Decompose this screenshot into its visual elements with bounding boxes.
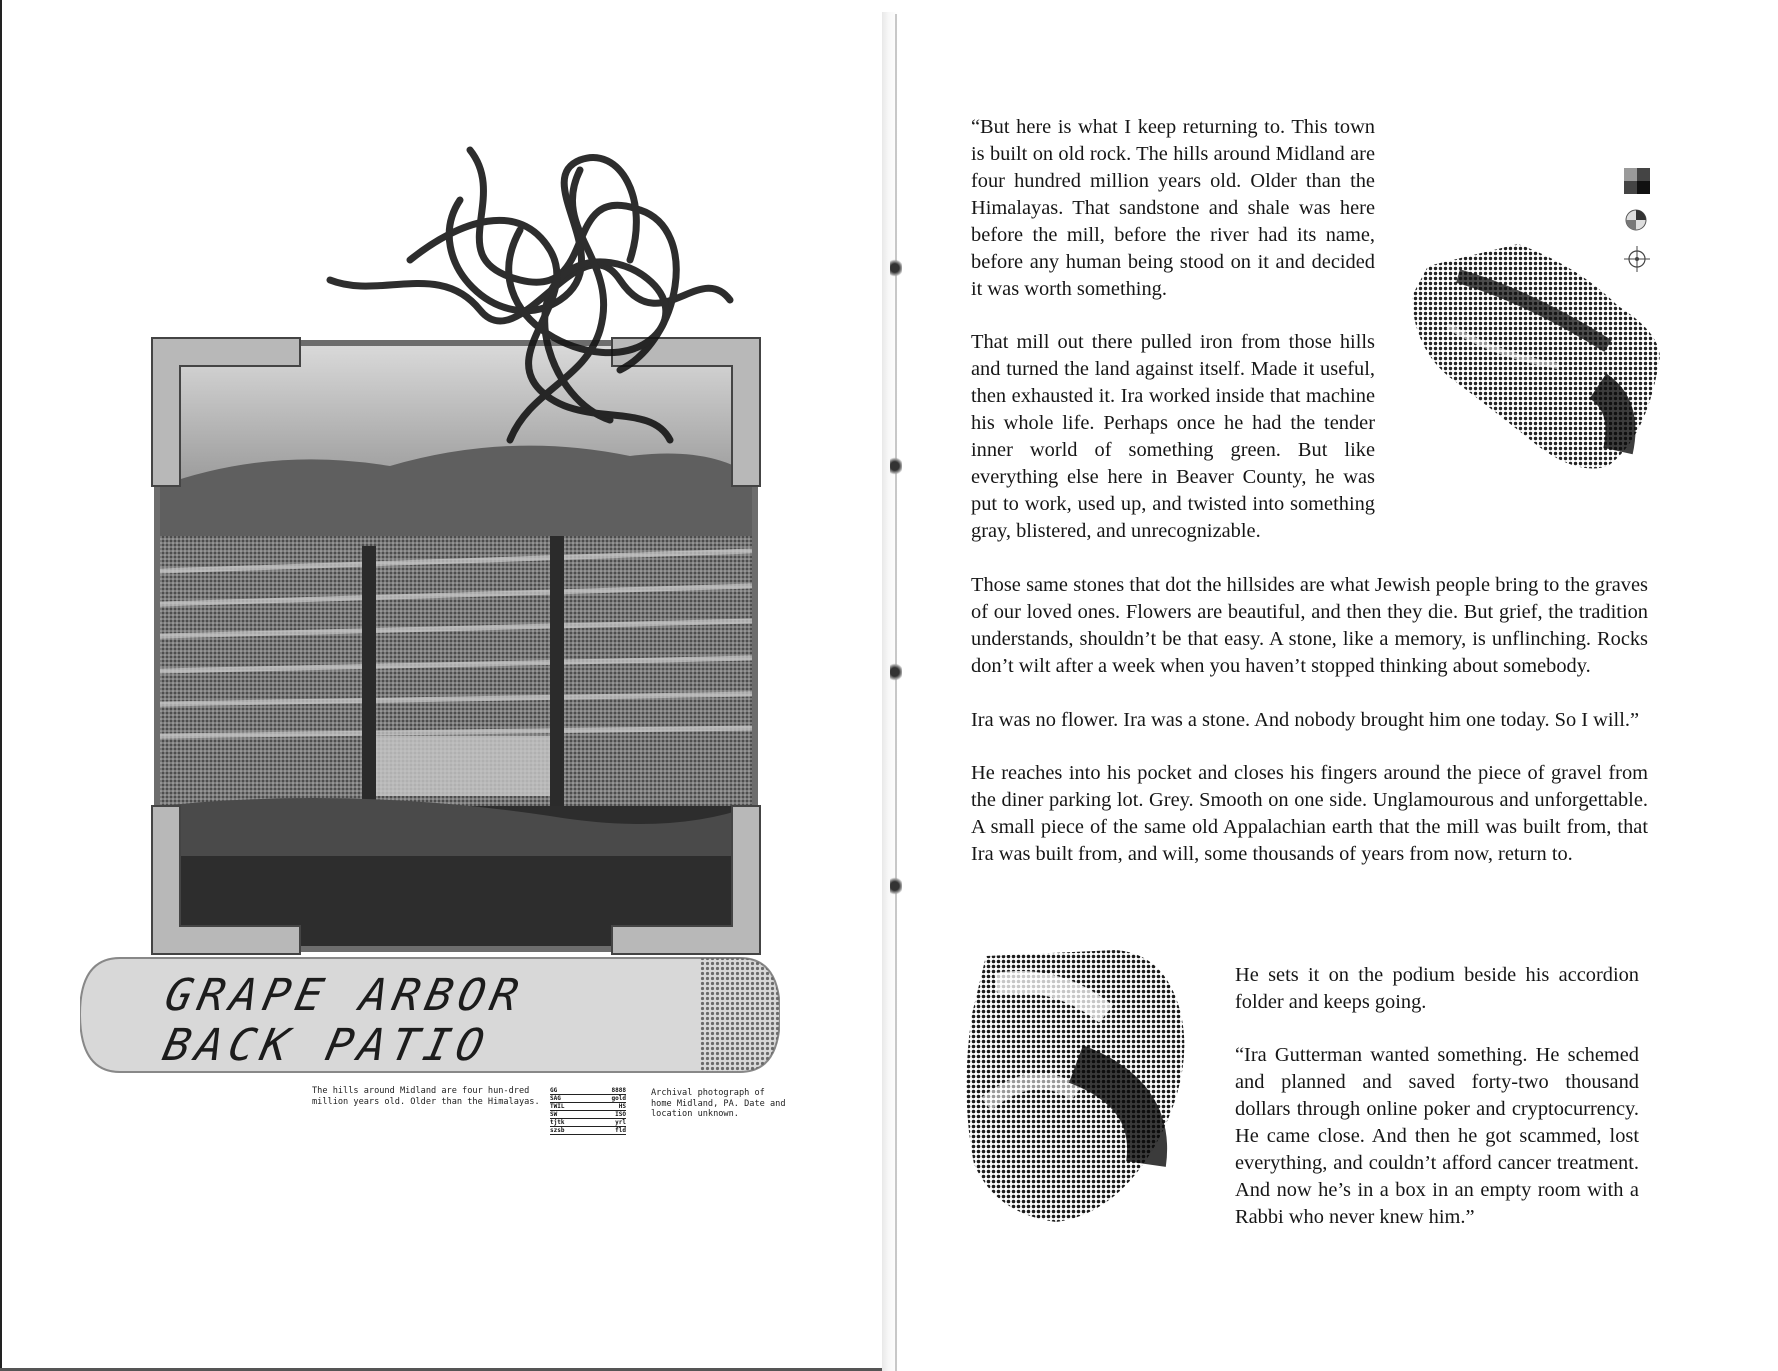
paragraph-3: Those same stones that dot the hillsides are what Jewish people bring to the graves of our loved ones. Flowers are beautiful, and then they die. But grief, the tradition understands, shouldn’t be that easy. A stone, like a memory, is unflinching. Rocks don’t wilt after a week when you haven’t stopped thinking about somebody. — [971, 574, 1648, 677]
caption-legend — [550, 1087, 626, 1135]
legend-row: tjtk yrl — [550, 1118, 626, 1126]
paragraph-2: That mill out there pulled iron from those hills and turned the land against itself. Made it useful, then exhausted it. Ira worked inside that machine his whole life. Perhaps once he had the tender inner world of something green. But like everything else here in Beaver County, he was put to work, used up, and twisted into something gray, blistered, and unrecognizable. — [971, 331, 1375, 542]
paragraph-5: He reaches into his pocket and closes his fingers around the piece of gravel from the diner parking lot. Grey. Smooth on one side. Unglamourous and unforgettable. A small piece of the same old Appalachian earth that the mill was built from, that Ira was built from, and will, some thousands of years from now, return to. — [971, 762, 1648, 865]
binding-hole — [890, 876, 902, 896]
legend-row: szsb fld — [550, 1126, 626, 1134]
ink-scribble — [320, 140, 740, 460]
paragraph-7: “Ira Gutterman wanted something. He schemed and planned and saved forty-two thousand dollars through online poker and cryptocurrency. He came close. And then he got scammed, lost everything, and couldn’t afford cancer treatment. And now he’s in a box in an empty room with a Rabbi who never knew him.” — [1235, 1044, 1639, 1228]
pie-mark-icon — [1624, 208, 1648, 232]
binding-hole — [890, 258, 902, 278]
legend-row: SAG gold — [550, 1094, 626, 1102]
paragraph-4: Ira was no flower. Ira was a stone. And nobody brought him one today. So I will.” — [971, 709, 1640, 731]
gutter-fold — [895, 14, 897, 1371]
legend-row: GG 8888 — [550, 1086, 626, 1094]
legend-row: TWIL HS — [550, 1102, 626, 1110]
registration-marks — [1624, 168, 1652, 286]
paragraph-1: “But here is what I keep returning to. This town is built on old rock. The hills around Midland are four hundred million years old. Older than the Himalayas. That sandstone and shale was here before the mill, before the river had its name, before any human being stood on it and decided it was worth something. — [971, 116, 1375, 300]
binding-hole — [890, 456, 902, 476]
legend-row: SW ISO — [550, 1110, 626, 1118]
paragraph-6: He sets it on the podium beside his accordion folder and keeps going. — [1235, 964, 1639, 1013]
crosshair-icon — [1624, 246, 1650, 272]
rock-illustration-bottom — [956, 944, 1196, 1226]
handwriting-line-2: BACK PATIO — [158, 1020, 495, 1071]
handwriting-line-1: GRAPE ARBOR — [160, 970, 529, 1021]
binding-hole — [890, 662, 902, 682]
color-block-icon — [1624, 168, 1650, 194]
photo-caption-left: The hills around Midland are four hun-dred million years old. Older than the Himalayas. — [312, 1086, 540, 1107]
photo-caption-right: Archival photograph of home Midland, PA. Date and location unknown. — [651, 1088, 786, 1119]
handwritten-label-strip — [80, 956, 780, 1074]
